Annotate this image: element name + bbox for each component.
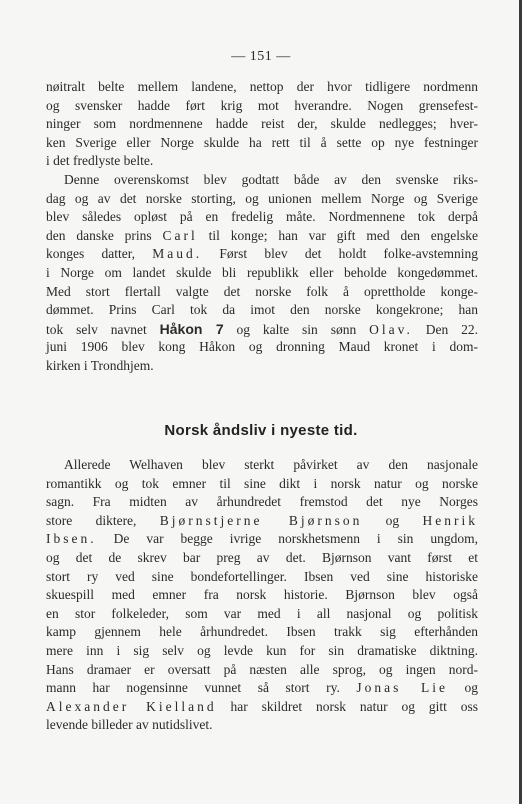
spaced-name: Olav. bbox=[369, 321, 413, 337]
text-line: kirken i Trondhjem. bbox=[46, 357, 154, 373]
spaced-name: Henrik bbox=[422, 512, 478, 528]
text-line: mere inn i sig selv og levde kun for sin dramatiske diktning. bbox=[46, 642, 478, 658]
text-line bbox=[46, 679, 478, 698]
text-fragment: og bbox=[464, 680, 479, 696]
text-line: sagn. Fra midten av århundredet fremstod det nye Norges bbox=[46, 494, 478, 510]
text-fragment: konges datter, bbox=[46, 246, 136, 262]
text-line: Denne overenskomst blev godtatt både av den svenske riks- bbox=[64, 172, 478, 187]
text-fragment: den danske prins bbox=[46, 227, 152, 243]
spaced-name: Jonas Lie bbox=[356, 680, 448, 696]
text-line: kamp gjennem hele århundredet. Ibsen trakk sig efterhånden bbox=[46, 624, 478, 640]
spaced-name: Ibsen. bbox=[46, 531, 97, 547]
text-line: stort ry ved sine bondefortellinger. Ibsen ved sine historiske bbox=[46, 568, 478, 584]
text-line bbox=[46, 320, 478, 339]
text-fragment: De var begge ivrige norskhetsmenn i sin ungdom, bbox=[113, 531, 479, 547]
text-line: i Norge om landet skulde bli republikk eller beholde kongedømmet. bbox=[46, 264, 478, 280]
paragraph-2 bbox=[46, 171, 478, 376]
text-fragment: og kalte sin sønn bbox=[236, 321, 357, 337]
text-line: juni 1906 blev kong Håkon og dronning Maud kronet i dom- bbox=[46, 339, 478, 355]
text-line: Med stort flertall valgte det norske folk å oprettholde konge- bbox=[46, 283, 478, 299]
text-line: ken Sverige eller Norge skulde ha rett til å sette op nye festninger bbox=[46, 134, 478, 150]
text-line bbox=[46, 698, 478, 717]
text-line bbox=[46, 512, 478, 531]
spaced-name: Carl bbox=[162, 227, 198, 243]
text-fragment: store diktere, bbox=[46, 512, 137, 528]
paragraph-1 bbox=[46, 78, 478, 171]
text-line: levende billeder av nutidslivet. bbox=[46, 717, 213, 733]
spaced-name: Alexander Kielland bbox=[46, 698, 217, 714]
text-fragment: Først blev det holdt folke-avstemning bbox=[219, 246, 479, 262]
text-line: Allerede Welhaven blev sterkt påvirket av den nasjonale bbox=[64, 457, 478, 472]
text-line bbox=[46, 530, 478, 549]
text-line: romantikk og tok emner til sine dikt i norsk natur og norske bbox=[46, 475, 478, 491]
text-line: i det fredlyste belte. bbox=[46, 153, 154, 169]
text-fragment: og bbox=[385, 512, 400, 528]
spaced-name: Bjørnstjerne Bjørnson bbox=[159, 512, 363, 528]
text-line: skuespill med emner fra norsk historie. Bjørnson blev også bbox=[46, 587, 478, 603]
bold-name: Håkon 7 bbox=[159, 320, 224, 337]
text-line: og det de skrev bar preg av det. Bjørnson vant først et bbox=[46, 549, 478, 565]
text-fragment: tok selv navnet bbox=[46, 321, 147, 337]
text-line: dag og av det norske storting, og unionen mellem Norge og Sverige bbox=[46, 190, 478, 206]
text-fragment: har skildret norsk natur og gitt oss bbox=[230, 698, 478, 714]
section-heading: Norsk åndsliv i nyeste tid. bbox=[164, 422, 358, 439]
text-line: en stor folkeleder, som var med i all nasjonal og politisk bbox=[46, 605, 478, 621]
text-line: Hans dramaer er oversatt på næsten alle sprog, og ingen nord- bbox=[46, 661, 478, 677]
text-fragment: mann har nogensinne vunnet så stort ry. bbox=[46, 680, 340, 696]
spaced-name: Maud. bbox=[152, 246, 203, 262]
text-line: nøitralt belte mellem landene, nettop der hvor tidligere nordmenn bbox=[46, 79, 478, 94]
page-number: — 151 — bbox=[231, 49, 291, 64]
text-line: og svensker hadde ført krig mot hverandre. Nogen grensefest- bbox=[46, 97, 478, 113]
paragraph-3 bbox=[46, 456, 478, 735]
text-line bbox=[46, 245, 478, 264]
text-line: ninger som nordmennene hadde reist der, skulde nedlegges; hver- bbox=[46, 116, 478, 132]
text-fragment: Den 22. bbox=[425, 321, 478, 337]
text-line: dømmet. Prins Carl tok da imot den norske kongekrone; han bbox=[46, 302, 478, 318]
text-line: blev således opløst på en fredelig måte. Nordmennene tok derpå bbox=[46, 209, 478, 225]
text-fragment: til konge; han var gift med den engelske bbox=[208, 227, 479, 243]
text-line bbox=[46, 227, 478, 246]
